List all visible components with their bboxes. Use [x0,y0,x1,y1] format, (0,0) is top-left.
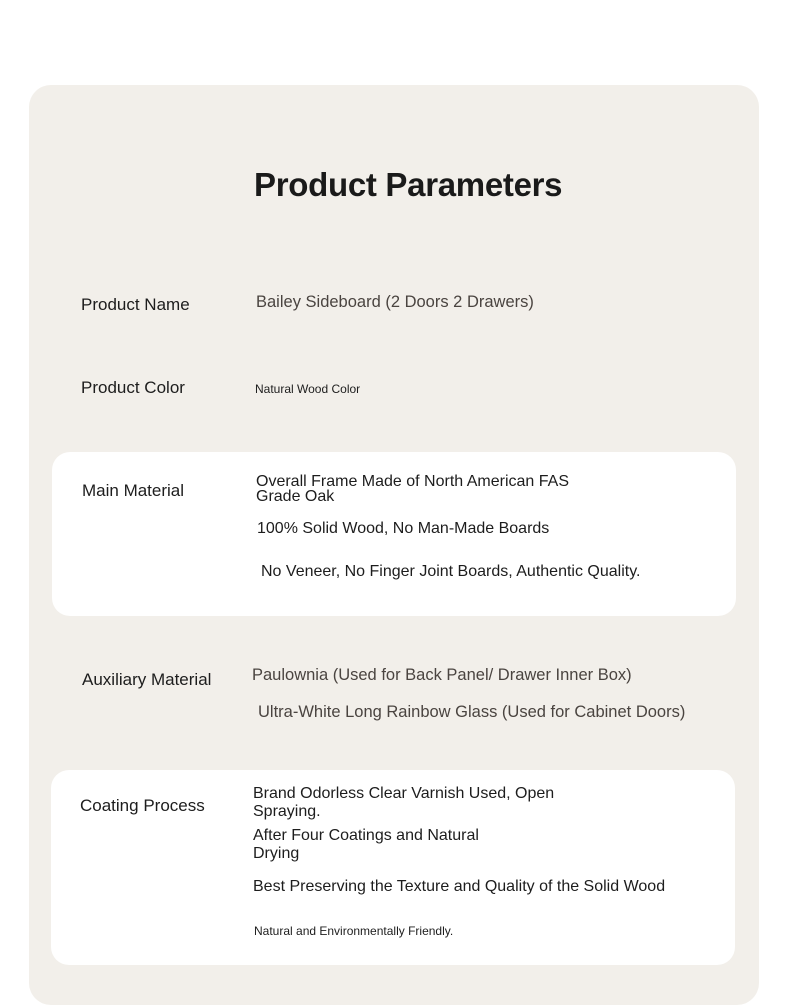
coating-process-value-1: Brand Odorless Clear Varnish Used, Open Spraying. [253,785,555,820]
coating-process-value-3: Best Preserving the Texture and Quality of the Solid Wood [253,878,666,895]
auxiliary-material-value-1: Paulownia (Used for Back Panel/ Drawer Inner Box) [252,666,632,684]
main-material-value-3: No Veneer, No Finger Joint Boards, Authentic Quality. [261,563,641,580]
coating-process-value-4: Natural and Environmentally Friendly. [254,924,454,938]
auxiliary-material-label: Auxiliary Material [82,670,212,689]
coating-process-label: Coating Process [80,796,205,815]
main-material-value-2: 100% Solid Wood, No Man-Made Boards [257,520,550,537]
auxiliary-material-value-2: Ultra-White Long Rainbow Glass (Used for Cabinet Doors) [258,703,686,721]
page-title: Product Parameters [254,166,563,203]
main-material-label: Main Material [82,481,185,500]
product-name-label: Product Name [81,295,190,314]
product-color-label: Product Color [81,378,185,397]
product-color-value: Natural Wood Color [255,382,361,396]
product-name-value: Bailey Sideboard (2 Doors 2 Drawers) [256,293,534,311]
main-material-value-1: Overall Frame Made of North American FAS Grade Oak [256,473,569,505]
coating-process-value-2: After Four Coatings and Natural Drying [253,827,479,862]
